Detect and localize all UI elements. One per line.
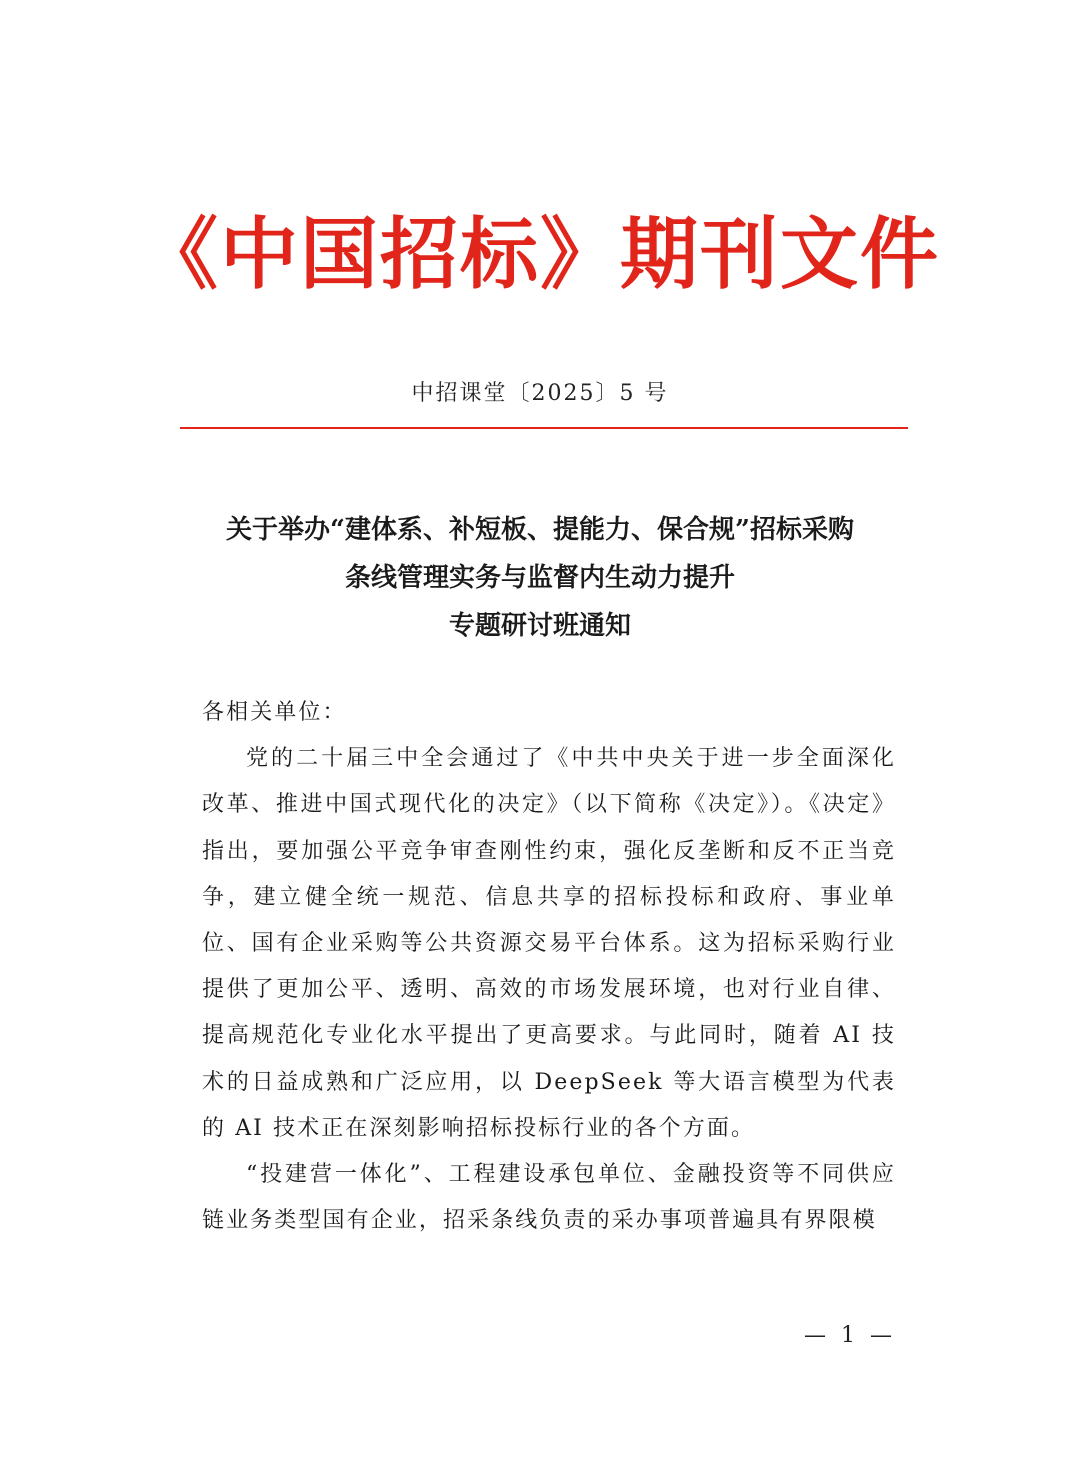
paragraph: 党的二十届三中全会通过了《中共中央关于进一步全面深化改革、推进中国式现代化的决定》（以下简称《决定》）。《决定》指出，要加强公平竞争审查刚性约束，强化反垄断和反不正当竞争，建立健全统一规范、信息共享的招标投标和政府、事业单位、国有企业采购等公共资源交易平台体系。这为招标采购行业提供了更加公平、透明、高效的市场发展环境，也对行业自律、提高规范化专业化水平提出了更高要求。与此同时，随着 AI 技术的日益成熟和广泛应用，以 DeepSeek 等大语言模型为代表的 AI 技术正在深刻影响招标投标行业的各个方面。: [202, 746, 896, 1141]
masthead-title: 《中国招标》期刊文件: [139, 209, 940, 300]
title-line-2: 条线管理实务与监督内生动力提升: [344, 563, 735, 593]
body-text: [202, 690, 896, 1244]
red-divider: [180, 427, 908, 429]
title-line-1: 关于举办“建体系、补短板、提能力、保合规”招标采购: [226, 515, 854, 545]
paragraph: “投建营一体化”、工程建设承包单位、金融投资等不同供应链业务类型国有企业，招采条线负责的采办事项普遍具有界限模: [202, 1162, 896, 1234]
notice-title: [140, 506, 940, 650]
title-line-3: 专题研讨班通知: [448, 611, 631, 641]
document-number: 中招课堂〔2025〕5 号: [411, 381, 669, 406]
salutation: 各相关单位：: [202, 700, 347, 725]
page-number: — 1 —: [804, 1323, 896, 1348]
